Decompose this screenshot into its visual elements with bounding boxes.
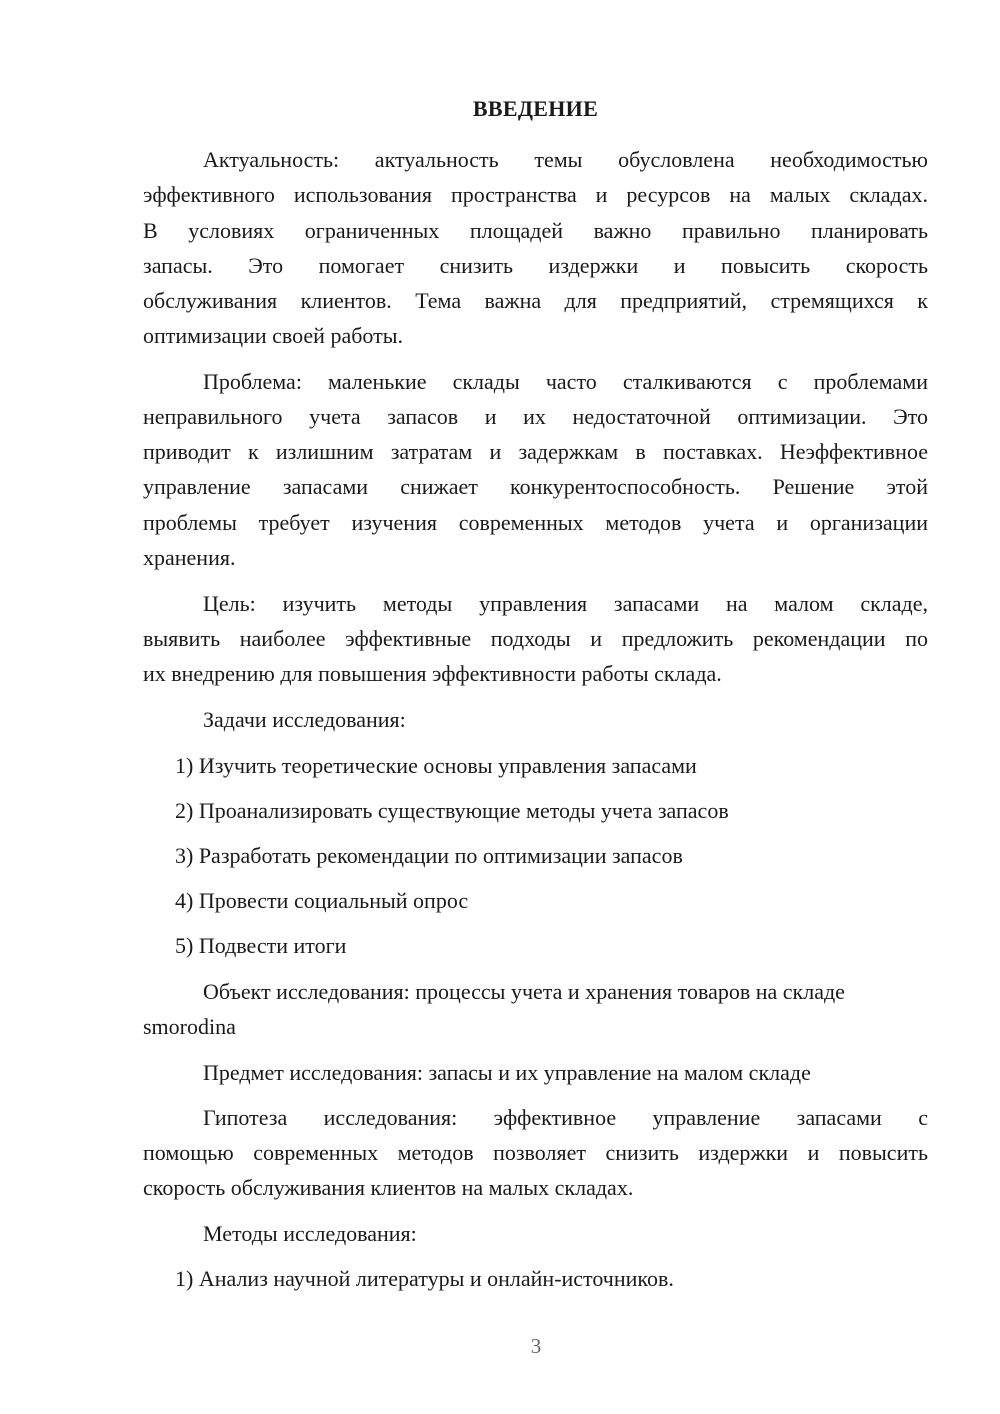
- task-item-5: 5) Подвести итоги: [175, 933, 347, 958]
- problem-line-3: приводит к излишним затратам и задержкам в поставках. Неэффективное: [143, 439, 928, 464]
- task-item-3: 3) Разработать рекомендации по оптимизации запасов: [175, 843, 683, 868]
- problem-line-6: хранения.: [143, 545, 236, 570]
- task-item-4: 4) Провести социальный опрос: [175, 888, 469, 913]
- relevance-line-4: запасы. Это помогает снизить издержки и повысить скорость: [143, 253, 928, 278]
- goal-line-3: их внедрению для повышения эффективности работы склада.: [143, 661, 722, 686]
- relevance-line-6: оптимизации своей работы.: [143, 323, 404, 348]
- hypothesis-line-3: скорость обслуживания клиентов на малых складах.: [143, 1175, 634, 1200]
- problem-line-5: проблемы требует изучения современных методов учета и организации: [143, 510, 928, 535]
- task-item-1: 1) Изучить теоретические основы управления запасами: [175, 753, 697, 778]
- page-heading: ВВЕДЕНИЕ: [472, 96, 599, 121]
- relevance-line-5: обслуживания клиентов. Тема важна для предприятий, стремящихся к: [143, 288, 928, 313]
- tasks-title: Задачи исследования:: [203, 707, 406, 732]
- object-line-2: smorodina: [143, 1014, 236, 1039]
- object-line-1: Объект исследования: процессы учета и хранения товаров на складе: [203, 979, 845, 1004]
- hypothesis-line-2: помощью современных методов позволяет снизить издержки и повысить: [143, 1140, 928, 1165]
- goal-line-2: выявить наиболее эффективные подходы и предложить рекомендации по: [143, 626, 928, 651]
- methods-title: Методы исследования:: [203, 1221, 417, 1246]
- problem-line-2: неправильного учета запасов и их недостаточной оптимизации. Это: [143, 404, 928, 429]
- relevance-line-2: эффективного использования пространства и ресурсов на малых складах.: [143, 182, 928, 207]
- subject-line: Предмет исследования: запасы и их управление на малом складе: [203, 1060, 811, 1085]
- task-item-2: 2) Проанализировать существующие методы учета запасов: [175, 798, 729, 823]
- problem-line-1: Проблема: маленькие склады часто сталкиваются с проблемами: [203, 369, 928, 394]
- relevance-line-3: В условиях ограниченных площадей важно правильно планировать: [143, 218, 928, 243]
- method-item-1: 1) Анализ научной литературы и онлайн-источников.: [175, 1266, 674, 1291]
- problem-line-4: управление запасами снижает конкурентоспособность. Решение этой: [143, 474, 928, 499]
- goal-line-1: Цель: изучить методы управления запасами на малом складе,: [203, 591, 928, 616]
- relevance-line-1: Актуальность: актуальность темы обусловлена необходимостью: [203, 147, 928, 172]
- hypothesis-line-1: Гипотеза исследования: эффективное управление запасами с: [203, 1105, 928, 1130]
- page-number: 3: [530, 1334, 542, 1358]
